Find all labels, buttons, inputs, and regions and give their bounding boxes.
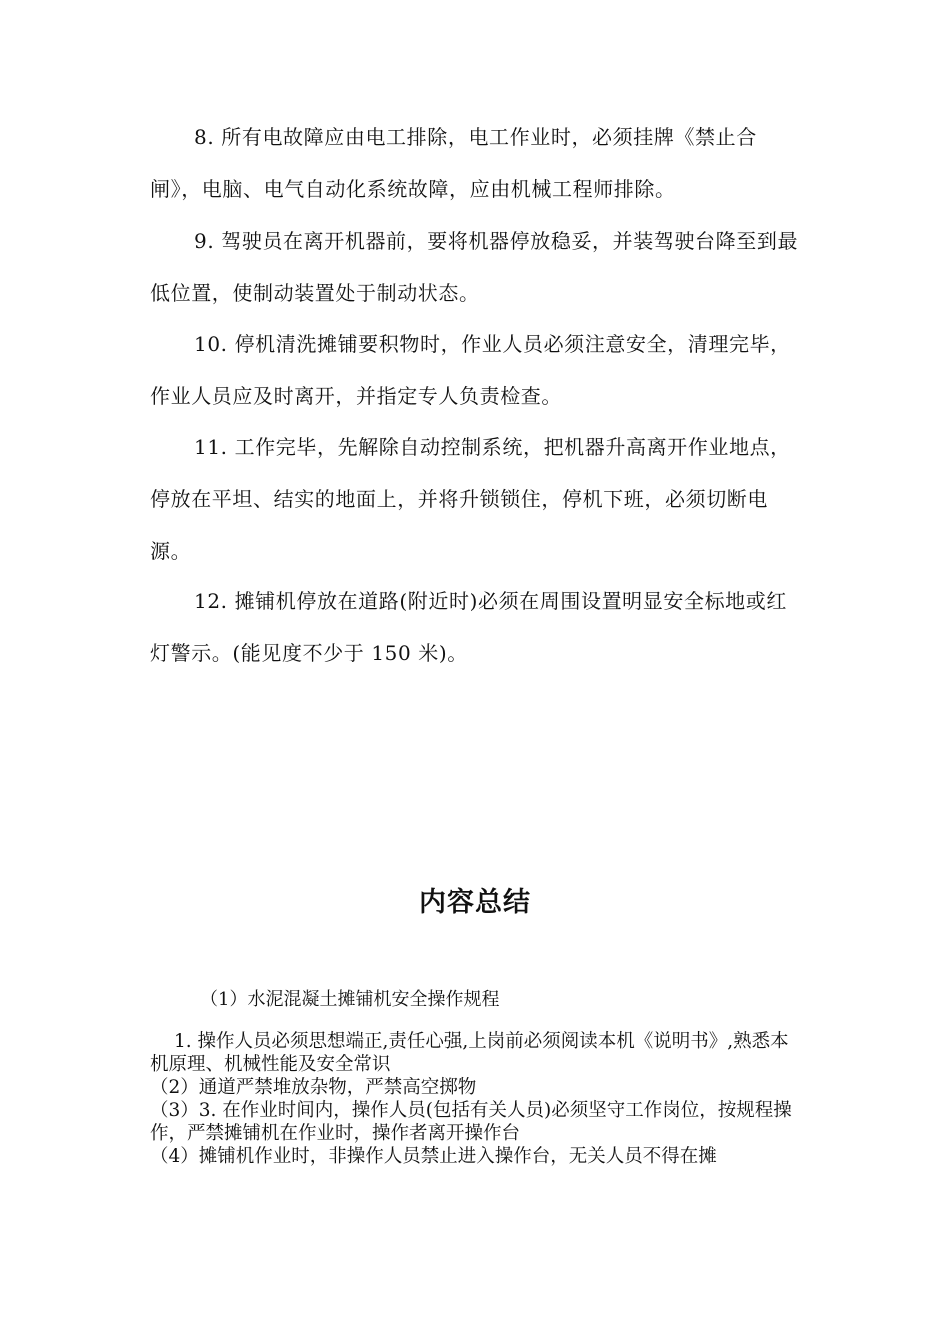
summary-title: 内容总结 — [419, 887, 531, 918]
paragraph-8: 8. 所有电故障应由电工排除，电工作业时，必须挂牌《禁止合闸》，电脑、电气自动化系统故障，应由机械工程师排除。 — [150, 125, 757, 201]
paragraph-12: 12. 摊铺机停放在道路(附近时)必须在周围设置明显安全标地或红灯警示。(能见度不少于 150 米)。 — [150, 589, 787, 665]
paragraph-10: 10. 停机清洗摊铺要积物时，作业人员必须注意安全，清理完毕，作业人员应及时离开，并指定专人负责检查。 — [150, 332, 791, 408]
paragraph-11: 11. 工作完毕，先解除自动控制系统，把机器升高离开作业地点，停放在平坦、结实的地面上，并将升锁锁住，停机下班，必须切断电源。 — [150, 435, 791, 563]
summary-subtitle: （1）水泥混凝土摊铺机安全操作规程 — [200, 989, 500, 1010]
summary-line-2: （2）通道严禁堆放杂物，严禁高空掷物 — [150, 1077, 477, 1098]
summary-content — [150, 1030, 800, 1168]
summary-line-4: （4）摊铺机作业时，非操作人员禁止进入操作台，无关人员不得在摊 — [150, 1146, 717, 1167]
summary-line-1: 1. 操作人员必须思想端正,责任心强,上岗前必须阅读本机《说明书》,熟悉本机原理、机械性能及安全常识 — [150, 1031, 789, 1075]
summary-line-3: （3）3. 在作业时间内，操作人员(包括有关人员)必须坚守工作岗位，按规程操作，严禁摊铺机在作业时，操作者离开操作台 — [150, 1100, 792, 1144]
paragraph-9: 9. 驾驶员在离开机器前，要将机器停放稳妥，并装驾驶台降至到最低位置，使制动装置处于制动状态。 — [150, 229, 799, 305]
